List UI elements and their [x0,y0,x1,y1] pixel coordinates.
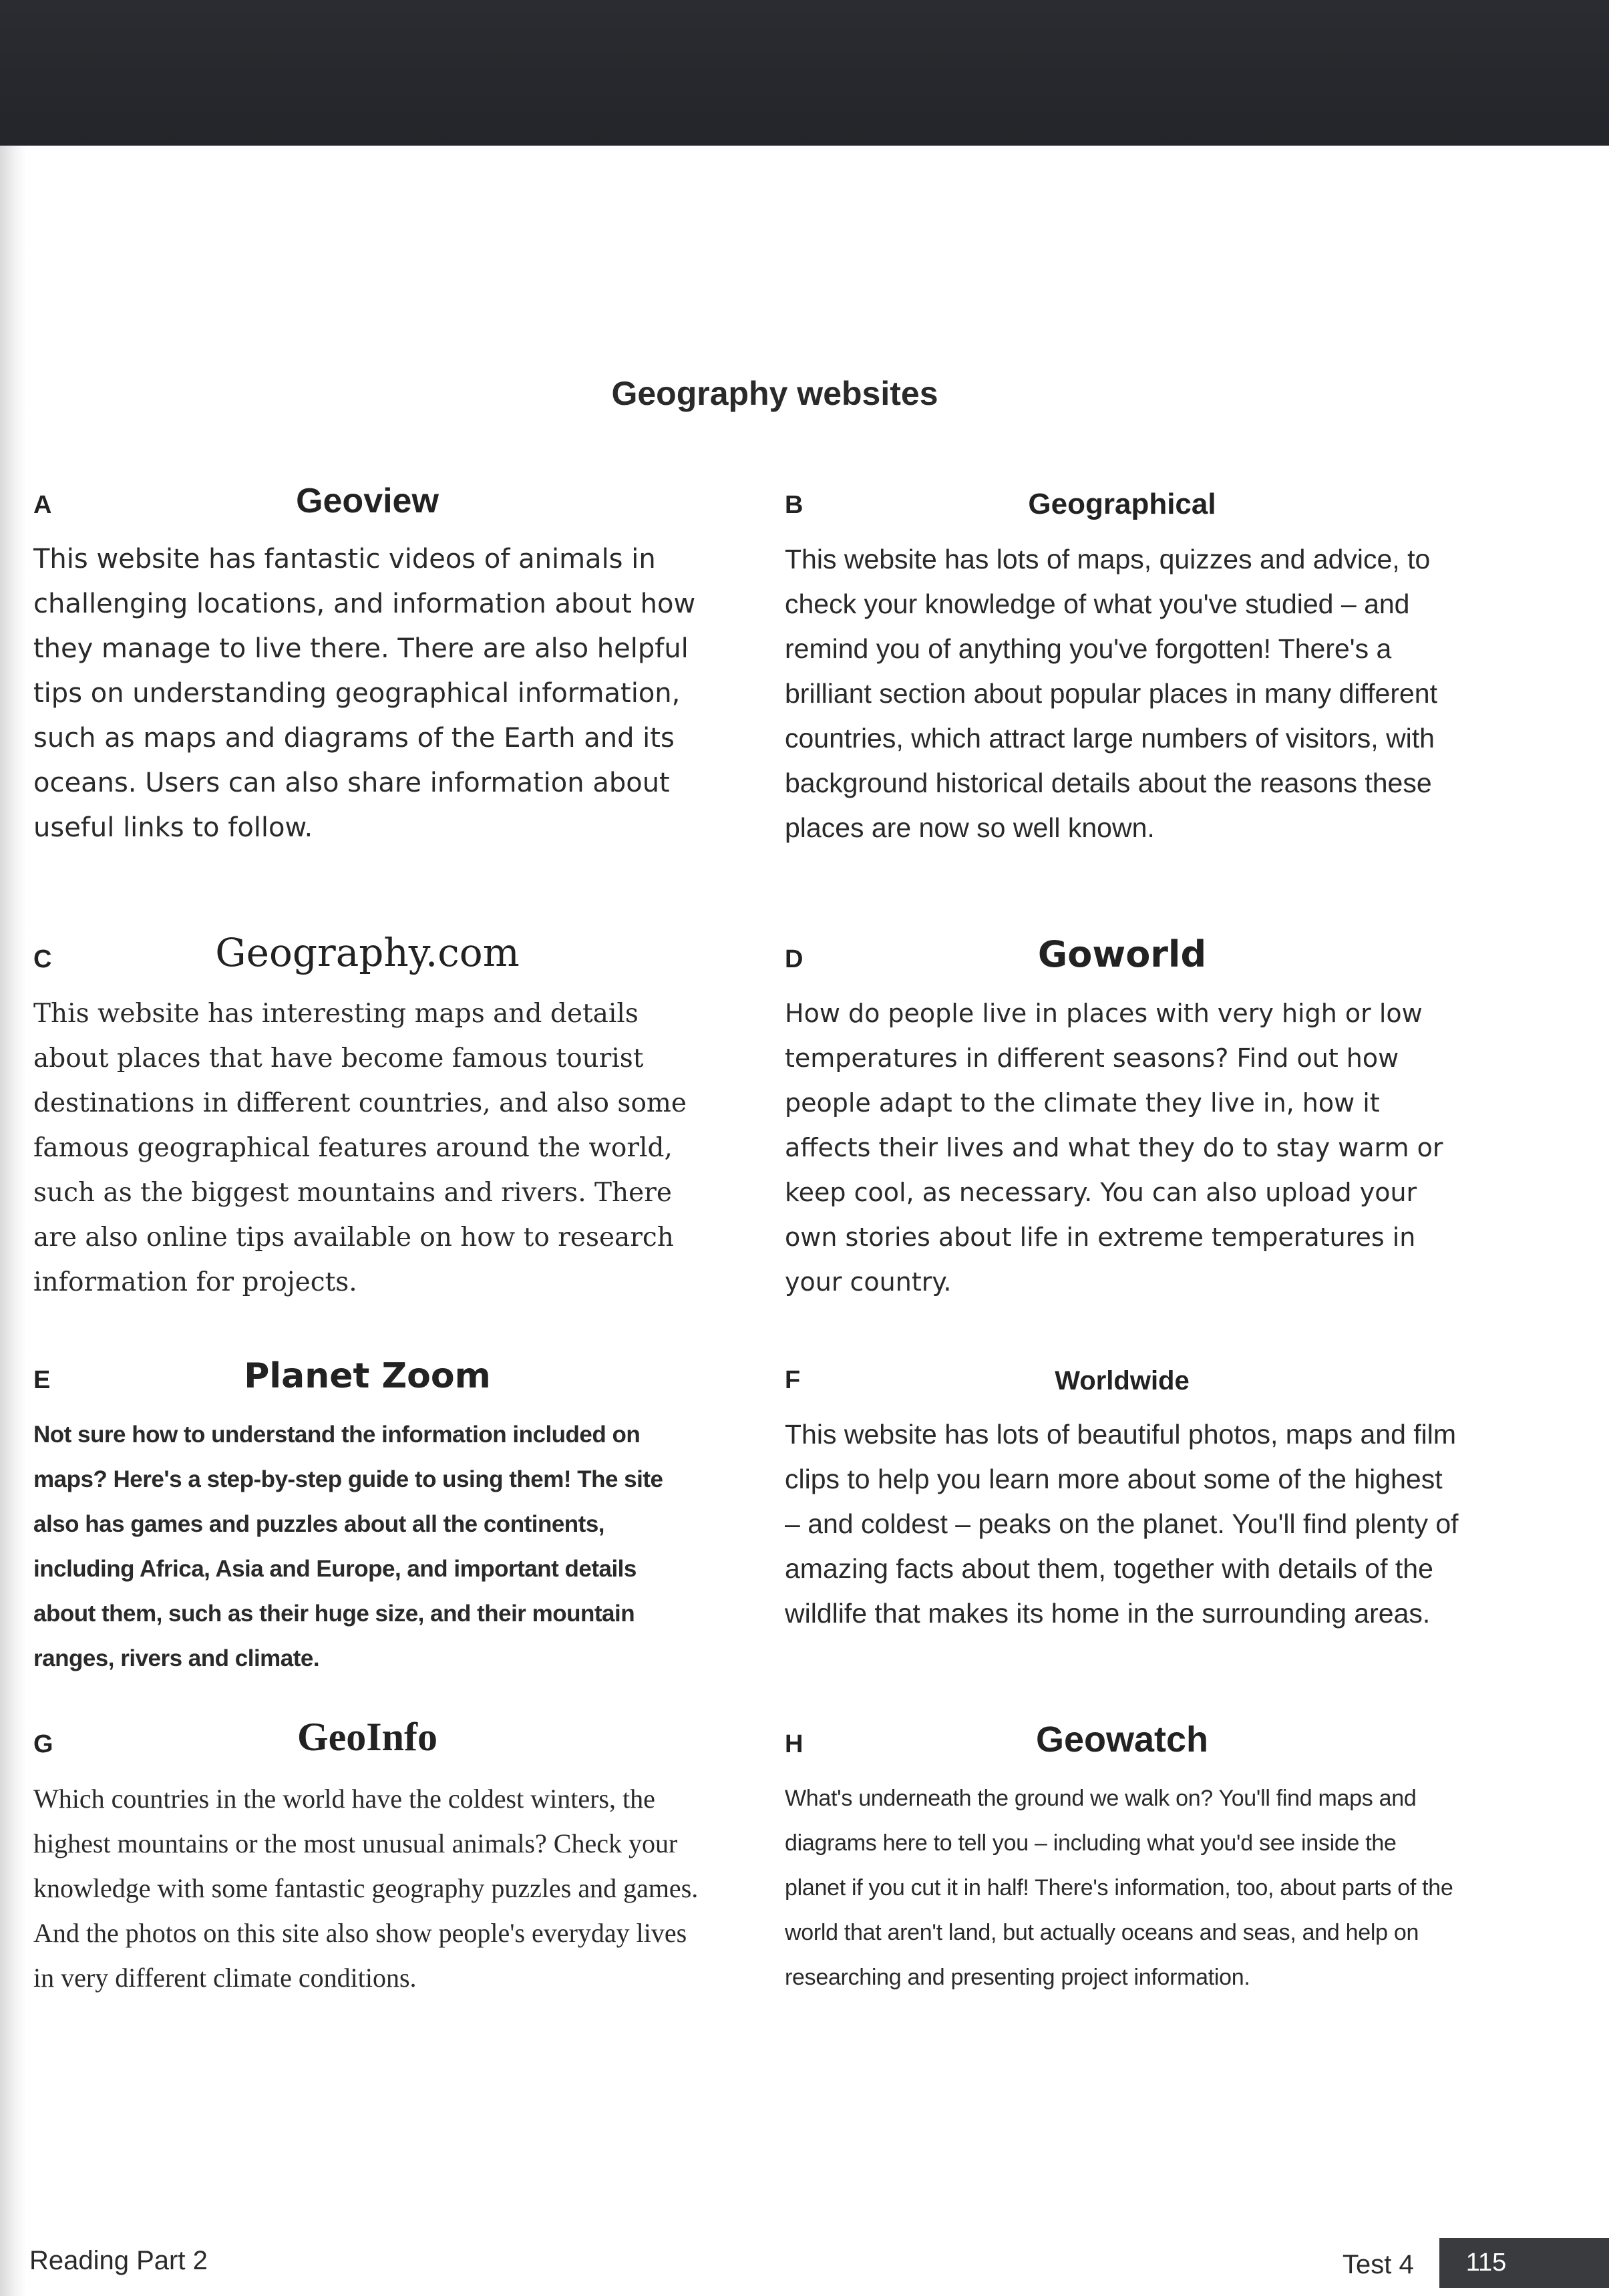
website-name: Geography.com [215,930,520,975]
entry-text: This website has fantastic videos of animals in challenging locations, and information about how they manage to live there. There are also helpful tips on understanding geographical information, such as maps and diagrams of the Earth and its oceans. Users can also share information about useful links to follow. [33,544,696,843]
entry-text: This website has lots of beautiful photos, maps and film clips to help you learn more about some of the highest – and coldest – peaks on the planet. You'll find plenty of amazing facts about them, together with details of the wildlife that makes its home in the surrounding areas. [785,1419,1459,1629]
page-number: 115 [1465,2249,1507,2277]
entry-e [33,1349,701,1681]
entry-text: This website has lots of maps, quizzes and advice, to check your knowledge of what you've studied – and remind you of anything you've forgotten! There's a brilliant section about popular places in many different countries, which attract large numbers of visitors, with background historical details about the reasons these places are now so well known. [785,544,1437,843]
entry-text: What's underneath the ground we walk on? You'll find maps and diagrams here to tell you – including what you'd see inside the planet if you cut it in half! There's information, too, about parts of the world that aren't land, but actually oceans and seas, and help on researching and presenting project information. [785,1786,1453,1990]
entry-c [33,929,701,1305]
entry-letter: H [785,1730,803,1758]
entry-letter: G [33,1730,53,1758]
entry-f [785,1349,1459,1636]
website-name: Geowatch [1035,1719,1209,1760]
entry-h [785,1713,1459,2000]
website-name: Worldwide [1055,1366,1190,1396]
entry-letter: B [785,491,803,519]
page-gutter-shadow [0,146,27,2296]
entry-letter: C [33,945,52,973]
footer-test-label: Test 4 [1343,2250,1414,2279]
entry-text: This website has interesting maps and details about places that have become famous tourist destinations in different countries, and also some famous geographical features around the world, such as the biggest mountains and rivers. There are also online tips available on how to research information for projects. [33,999,687,1297]
entry-a [33,474,701,850]
entry-text: Which countries in the world have the coldest winters, the highest mountains or the most unusual animals? Check your knowledge with some fantastic geography puzzles and games. And the photos on this site also show people's everyday lives in very different climate conditions. [33,1784,699,1993]
entry-d [785,929,1459,1305]
website-name: Planet Zoom [244,1356,491,1396]
footer-section-label: Reading Part 2 [29,2246,208,2275]
entry-letter: E [33,1366,51,1394]
entry-text: How do people live in places with very high or low temperatures in different seasons? Find out how people adapt to the climate they live in, how it affects their lives and what they do to stay warm or keep cool, as necessary. You can also upload your own stories about life in extreme temperatures in your country. [785,999,1443,1297]
entry-b [785,474,1459,850]
page-title: Geography websites [611,375,938,412]
website-name: Goworld [1037,933,1207,975]
entry-letter: A [33,491,52,519]
website-name: Geographical [1028,488,1216,520]
entry-letter: F [785,1366,801,1394]
entry-text: Not sure how to understand the information included on maps? Here's a step-by-step guide to using them! The site also has games and puzzles about all the continents, including Africa, Asia and Europe, and important details about them, such as their huge size, and their mountain ranges, rivers and climate. [33,1422,663,1671]
website-name: GeoInfo [297,1715,437,1759]
entry-letter: D [785,945,803,973]
entry-g [33,1713,701,2000]
header-band [0,0,1609,146]
website-name: Geoview [296,482,439,520]
